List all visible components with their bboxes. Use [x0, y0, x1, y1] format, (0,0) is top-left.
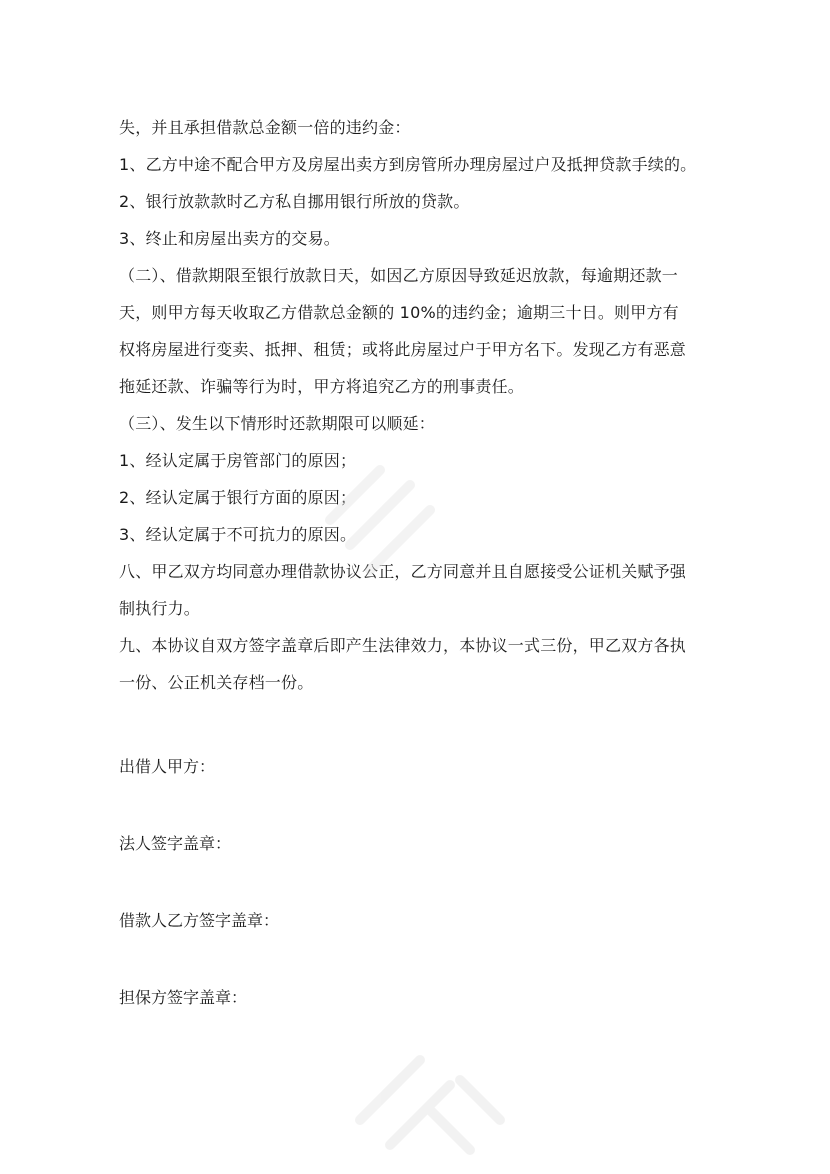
- body-line: 2、银行放款款时乙方私自挪用银行所放的贷款。: [119, 192, 470, 211]
- body-line: 1、乙方中途不配合甲方及房屋出卖方到房管所办理房屋过户及抵押贷款手续的。: [119, 155, 697, 174]
- body-line: 2、经认定属于银行方面的原因；: [119, 488, 357, 507]
- signature-section: [119, 751, 719, 1059]
- body-line: 九、本协议自双方签字盖章后即产生法律效力，本协议一式三份，甲乙双方各执: [119, 636, 687, 655]
- borrower-signature-label: 借款人乙方签字盖章：: [119, 911, 280, 930]
- body-line: （三）、发生以下情形时还款期限可以顺延：: [119, 414, 436, 433]
- contract-body: [119, 109, 719, 701]
- body-line: 一份、公正机关存档一份。: [119, 673, 314, 692]
- guarantor-signature-label: 担保方签字盖章：: [119, 988, 248, 1007]
- legal-person-signature-label: 法人签字盖章：: [119, 834, 232, 853]
- body-line: 3、终止和房屋出卖方的交易。: [119, 229, 340, 248]
- body-line: 1、经认定属于房管部门的原因；: [119, 451, 357, 470]
- body-line: 制执行力。: [119, 599, 201, 618]
- body-line: 权将房屋进行变卖、抵押、租赁；或将此房屋过户于甲方名下。发现乙方有恶意: [119, 340, 687, 359]
- body-line: 3、经认定属于不可抗力的原因。: [119, 525, 357, 544]
- body-line: 失，并且承担借款总金额一倍的违约金：: [119, 118, 411, 137]
- body-line: 拖延还款、诈骗等行为时，甲方将追究乙方的刑事责任。: [119, 377, 525, 396]
- body-line: 天，则甲方每天收取乙方借款总金额的 10%的违约金；逾期三十日。则甲方有: [119, 303, 679, 322]
- body-line: （二）、借款期限至银行放款日天，如因乙方原因导致延迟放款，每逾期还款一: [119, 266, 679, 285]
- body-line: 八、甲乙双方均同意办理借款协议公正，乙方同意并且自愿接受公证机关赋予强: [119, 562, 687, 581]
- lender-signature-label: 出借人甲方：: [119, 757, 216, 776]
